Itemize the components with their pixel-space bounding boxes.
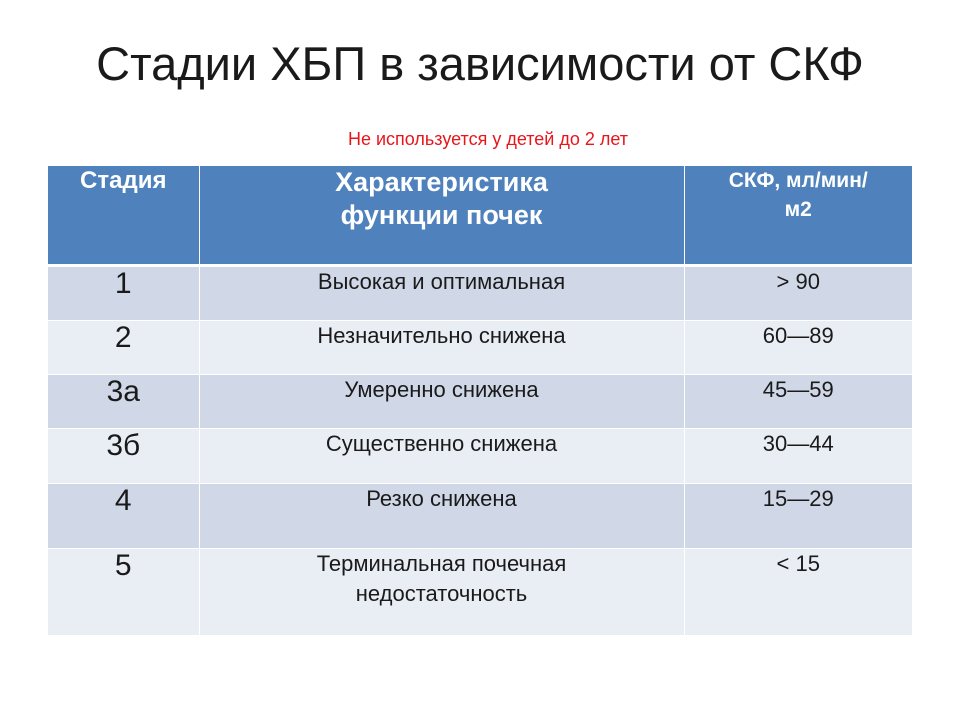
characteristic-text: Терминальная почечная недостаточность (316, 550, 567, 606)
gfr-cell: 60—89 (684, 320, 912, 374)
header-gfr-text: СКФ, мл/мин/ м2 (728, 169, 868, 221)
gfr-cell: > 90 (684, 265, 912, 320)
ckd-stages-table (48, 166, 912, 636)
header-characteristic (199, 166, 684, 265)
header-characteristic-text: Характеристика функции почек (335, 167, 548, 230)
table-row (48, 374, 912, 428)
table-row (48, 428, 912, 483)
gfr-cell: 15—29 (684, 483, 912, 548)
age-note: Не используется у детей до 2 лет (347, 129, 629, 149)
table-row (48, 265, 912, 320)
table-row (48, 483, 912, 548)
stage-cell: 3а (48, 374, 199, 428)
gfr-cell: 45—59 (684, 374, 912, 428)
characteristic-cell: Умеренно снижена (199, 374, 684, 428)
stage-cell: 4 (48, 483, 199, 548)
stage-cell: 1 (48, 265, 199, 320)
header-stage: Стадия (48, 166, 199, 265)
characteristic-cell: Резко снижена (199, 483, 684, 548)
characteristic-cell (199, 548, 684, 635)
stage-cell: 2 (48, 320, 199, 374)
stage-cell: 5 (48, 548, 199, 635)
characteristic-cell: Существенно снижена (199, 428, 684, 483)
table-header-row (48, 166, 912, 265)
characteristic-cell: Высокая и оптимальная (199, 265, 684, 320)
stage-cell: 3б (48, 428, 199, 483)
table-row (48, 320, 912, 374)
characteristic-cell: Незначительно снижена (199, 320, 684, 374)
table-row (48, 548, 912, 635)
gfr-cell: < 15 (684, 548, 912, 635)
header-gfr (684, 166, 912, 265)
gfr-cell: 30—44 (684, 428, 912, 483)
slide-title: Стадии ХБП в зависимости от СКФ (96, 37, 864, 90)
